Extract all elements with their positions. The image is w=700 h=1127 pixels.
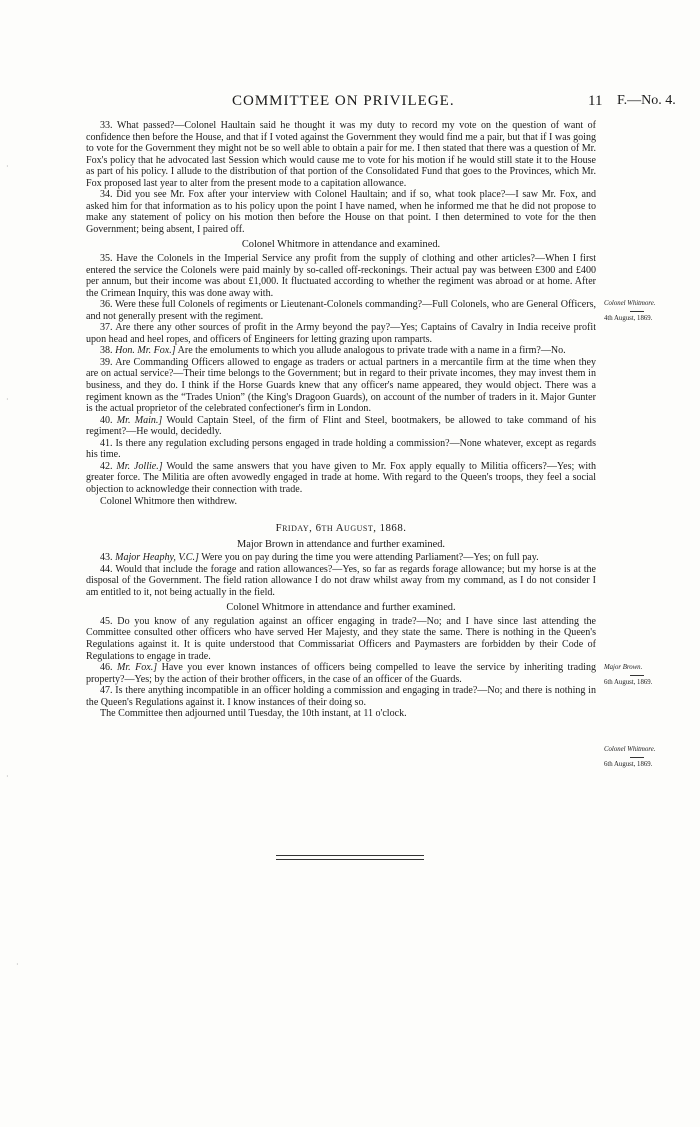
adjournment-note: The Committee then adjourned until Tuesday, the 10th instant, at 11 o'clock. — [100, 708, 407, 720]
date-heading: Friday, 6th August, 1868. — [275, 522, 407, 535]
paragraph-q46: 46. Mr. Fox.] Have you ever known instances of officers being compelled to leave the service by inheriting trading property?—Yes; by the action of their brother officers, in the case of an officer of the Guards. — [86, 662, 597, 685]
paragraph-q42: 42. Mr. Jollie.] Would the same answers that you have given to Mr. Fox apply equally to Militia officers?—Yes; with greater force. The Militia are often avowedly engaged in trade at home. With regard to the Queen's troops, they feel a social objection to acknowledge their connection with trade. — [86, 460, 597, 495]
document-reference: F.—No. 4. — [617, 93, 676, 108]
scan-mark: · — [6, 162, 9, 171]
page-header — [0, 93, 700, 113]
section-heading-whitmore: Colonel Whitmore in attendance and examined. — [241, 239, 441, 251]
speaker: Mr. Jollie.] — [116, 460, 163, 472]
closing-rule-top — [276, 855, 424, 856]
paragraph-q39: 39. Are Commanding Officers allowed to engage as traders or actual partners in a mercantile firm at the time when they are on actual service?—Their time belongs to the Government; but in regard to their private incomes, they may invest them in business, and they do. I think if the Horse Guards knew that any officer's name appeared, they would object. There was a regiment known as the “Trades Union” (the King's Dragoon Guards), on account of the number of traders in it. Major Gunter is the actual proprietor of the celebrated confectioner's firm in London. — [86, 356, 596, 415]
paragraph-q35: 35. Have the Colonels in the Imperial Service any profit from the supply of clothing and other articles?—When I first entered the service the Colonels were paid mainly by so-called off-reckonings. Their actual pay was between £300 and £400 per annum, but their income was about £1,000. It fluctuated according to whether the regiment was abroad or at home. After the Crimean Inquiry, this was done away with. — [86, 253, 596, 299]
margin-dash — [630, 757, 644, 758]
margin-note-whitmore: Colonel Whitmore. 4th August, 1869. — [604, 300, 656, 322]
withdrawal-note: Colonel Whitmore then withdrew. — [100, 495, 238, 507]
paragraph-q40: 40. Mr. Main.] Would Captain Steel, of the firm of Flint and Steel, bootmakers, be allowed to take command of his regiment?—He would, decidedly. — [86, 414, 596, 438]
scan-mark: · — [6, 395, 9, 404]
margin-dash — [630, 675, 644, 676]
document-body — [86, 120, 596, 720]
paragraph-q45: 45. Do you know of any regulation against an officer engaging in trade?—No; and I have since last attending the Committee consulted other officers who have served Her Majesty, and they state the same. There is nothing in the Queen's Regulations against it. It is quite understood that Commissariat Officers and Paymasters are forbidden by their Code of Regulations to engage in trade. — [86, 615, 596, 662]
scan-mark: · — [6, 772, 9, 781]
speaker: Mr. Fox.] — [117, 662, 158, 674]
paragraph-q44: 44. Would that include the forage and ration allowances?—Yes, so far as regards forage allowance; but my horse is at the disposal of the Government. The field ration allowance I do not draw whilst away from my command, as I do not consider I am entitled to it, not being actually in the field. — [86, 563, 596, 598]
speaker: Major Heaphy, V.C.] — [115, 552, 199, 564]
speaker: Hon. Mr. Fox.] — [115, 345, 176, 357]
paragraph-q37: 37. Are there any other sources of profit in the Army beyond the pay?—Yes; Captains of Cavalry in India receive profit upon head and heel ropes, and officers of Engineers for letting grazing upon ramparts. — [86, 322, 596, 345]
paragraph-q36: 36. Were these full Colonels of regiments or Lieutenant-Colonels commanding?—Full Colonels, who are General Officers, and not generally present with the regiment. — [86, 299, 596, 322]
paragraph-q41: 41. Is there any regulation excluding persons engaged in trade holding a commission?—None whatever, except as regards his time. — [86, 437, 596, 461]
speaker: Mr. Main.] — [116, 414, 163, 426]
paragraph-q38: 38. Hon. Mr. Fox.] Are the emoluments to which you allude analogous to private trade with a name in a firm?—No. — [100, 345, 566, 357]
section-heading-brown: Major Brown in attendance and further examined. — [236, 538, 446, 550]
section-heading-whitmore-further: Colonel Whitmore in attendance and further examined. — [226, 602, 456, 614]
page-title: COMMITTEE ON PRIVILEGE. — [232, 93, 455, 109]
closing-rule-bottom — [276, 859, 424, 860]
paragraph-q47: 47. Is there anything incompatible in an officer holding a commission and engaging in trade?—No; and there is nothing in the Queen's Regulations against it. I know instances of their doing so. — [86, 685, 596, 708]
scan-mark: · — [16, 960, 19, 969]
margin-dash — [630, 311, 644, 312]
paragraph-q33: 33. What passed?—Colonel Haultain said he thought it was my duty to record my vote on the question of want of confidence then before the House, and that if I voted against the Government they would find me a pair, but that if I was going to vote for the Government they might not be so well able to obtain a pair for me. I then stated that there was a question of Mr. Fox's policy that he advocated last Session which would cause me to vote for his motion if he would still state it to the House as part of his policy. I allude to the distribution of that portion of the Consolidated Fund that goes to the Provinces, which Mr. Fox proposed last year to alter from the present mode to a capitation allowance. — [86, 120, 596, 189]
margin-note-whitmore-2: Colonel Whitmore. 6th August, 1869. — [604, 746, 656, 768]
paragraph-q43: 43. Major Heaphy, V.C.] Were you on pay during the time you were attending Parliament?—Yes; on full pay. — [100, 552, 539, 564]
paragraph-q34: 34. Did you see Mr. Fox after your interview with Colonel Haultain; and if so, what took place?—I saw Mr. Fox, and asked him for that information as to his policy upon the point I have named, when he informed me that he did not propose to make any statement of policy on his motion then before the House on that point. I then determined to vote for the then Government; being absent, I paired off. — [86, 189, 596, 235]
page-number: 11 — [588, 93, 603, 109]
margin-note-brown: Major Brown. 6th August, 1869. — [604, 664, 653, 686]
